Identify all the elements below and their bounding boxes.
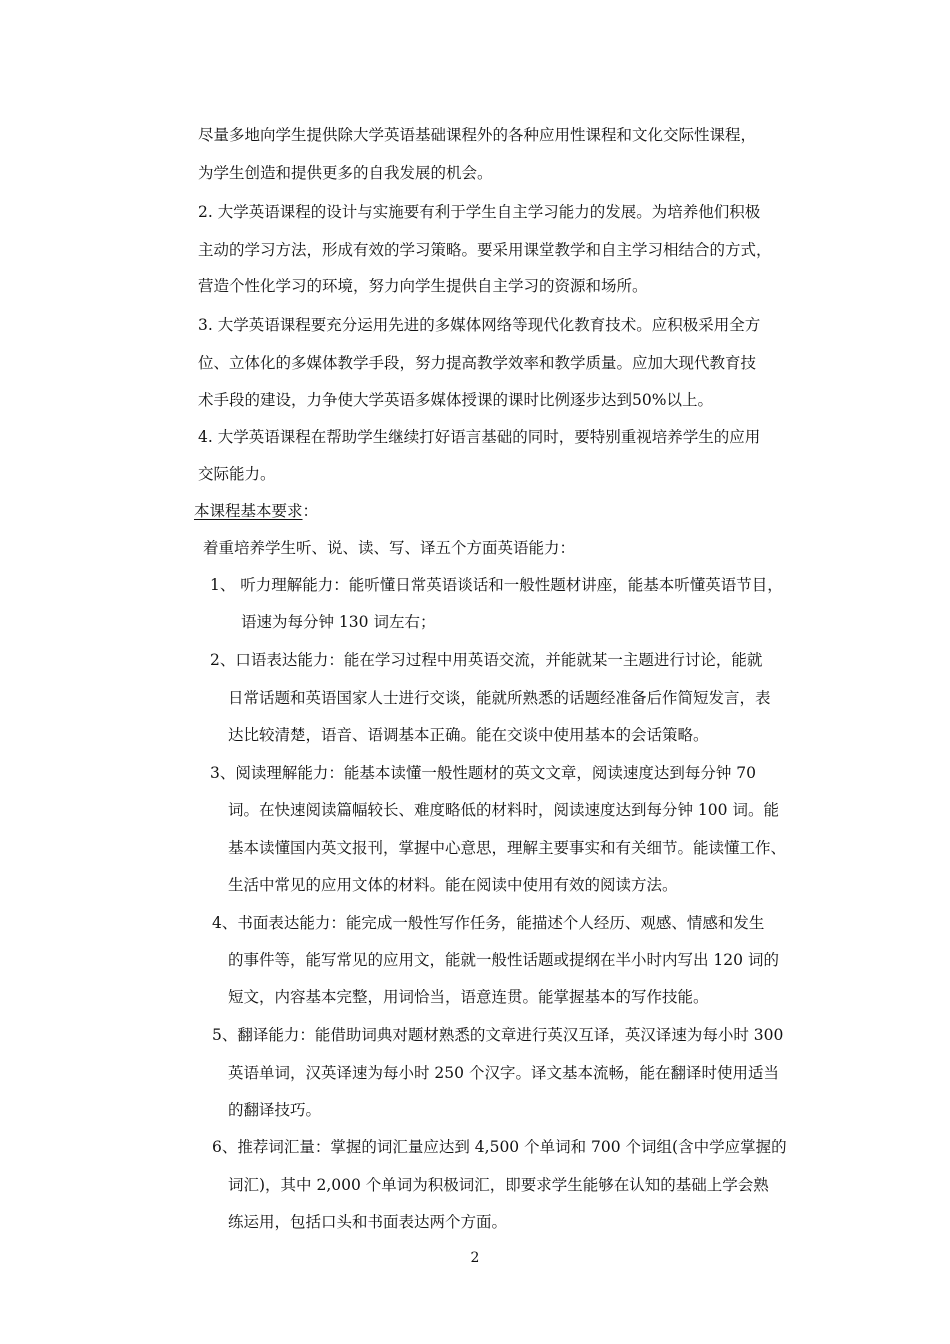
requirement-5-line-2: 英语单词，汉英译速为每小时 250 个汉字。译文基本流畅，能在翻译时使用适当 xyxy=(228,1064,779,1082)
requirement-2-line-1: 2、口语表达能力：能在学习过程中用英语交流，并能就某一主题进行讨论，能就 xyxy=(210,651,763,669)
requirement-3-line-4: 生活中常见的应用文体的材料。能在阅读中使用有效的阅读方法。 xyxy=(228,876,678,894)
requirement-6-line-2: 词汇)，其中 2,000 个单词为积极词汇，即要求学生能够在认知的基础上学会熟 xyxy=(228,1176,769,1194)
requirement-3-line-3: 基本读懂国内英文报刊，掌握中心意思，理解主要事实和有关细节。能读懂工作、 xyxy=(228,839,787,857)
requirement-3-line-2: 词。在快速阅读篇幅较长、难度略低的材料时，阅读速度达到每分钟 100 词。能 xyxy=(228,801,779,819)
requirement-4-line-1: 4、书面表达能力：能完成一般性写作任务，能描述个人经历、观感、情感和发生 xyxy=(212,914,765,932)
principle-4-line-1: 4. 大学英语课程在帮助学生继续打好语言基础的同时，要特别重视培养学生的应用 xyxy=(198,428,761,446)
requirement-2-line-3: 达比较清楚，语音、语调基本正确。能在交谈中使用基本的会话策略。 xyxy=(228,726,709,744)
requirement-1-line-2: 语速为每分钟 130 词左右； xyxy=(241,613,436,631)
requirement-1-line-1: 1、 听力理解能力：能听懂日常英语谈话和一般性题材讲座，能基本听懂英语节目， xyxy=(210,576,783,594)
requirement-3-line-1: 3、阅读理解能力：能基本读懂一般性题材的英文文章，阅读速度达到每分钟 70 xyxy=(210,764,757,782)
intro-line-2: 为学生创造和提供更多的自我发展的机会。 xyxy=(198,164,493,182)
intro-line-1: 尽量多地向学生提供除大学英语基础课程外的各种应用性课程和文化交际性课程， xyxy=(198,126,757,144)
requirement-5-line-1: 5、翻译能力：能借助词典对题材熟悉的文章进行英汉互译，英汉译速为每小时 300 xyxy=(212,1026,784,1044)
principle-3-line-3: 术手段的建设，力争使大学英语多媒体授课的课时比例逐步达到50%以上。 xyxy=(198,391,713,409)
requirement-6-line-1: 6、推荐词汇量：掌握的词汇量应达到 4,500 个单词和 700 个词组(含中学应掌握的 xyxy=(212,1138,787,1156)
requirement-4-line-3: 短文，内容基本完整，用词恰当，语意连贯。能掌握基本的写作技能。 xyxy=(228,988,709,1006)
principle-2-line-3: 营造个性化学习的环境，努力向学生提供自主学习的资源和场所。 xyxy=(198,277,648,295)
requirement-6-line-3: 练运用，包括口头和书面表达两个方面。 xyxy=(228,1213,508,1231)
requirement-4-line-2: 的事件等，能写常见的应用文，能就一般性话题或提纲在半小时内写出 120 词的 xyxy=(228,951,779,969)
principle-3-line-2: 位、立体化的多媒体教学手段，努力提高教学效率和教学质量。应加大现代教育技 xyxy=(198,354,757,372)
requirements-heading-colon: ： xyxy=(302,502,319,520)
requirement-2-line-2: 日常话题和英语国家人士进行交谈，能就所熟悉的话题经准备后作简短发言，表 xyxy=(228,689,771,707)
requirements-heading xyxy=(194,501,318,521)
principle-2-line-1: 2. 大学英语课程的设计与实施要有利于学生自主学习能力的发展。为培养他们积极 xyxy=(198,203,761,221)
principle-2-line-2: 主动的学习方法，形成有效的学习策略。要采用课堂教学和自主学习相结合的方式， xyxy=(198,241,772,259)
principle-3-line-1: 3. 大学英语课程要充分运用先进的多媒体网络等现代化教育技术。应积极采用全方 xyxy=(198,316,761,334)
requirement-5-line-3: 的翻译技巧。 xyxy=(228,1101,322,1119)
page-number: 2 xyxy=(470,1250,480,1266)
requirements-lead: 着重培养学生听、说、读、写、译五个方面英语能力： xyxy=(203,539,576,557)
requirements-heading-text: 本课程基本要求 xyxy=(194,502,303,520)
principle-4-line-2: 交际能力。 xyxy=(198,465,276,483)
